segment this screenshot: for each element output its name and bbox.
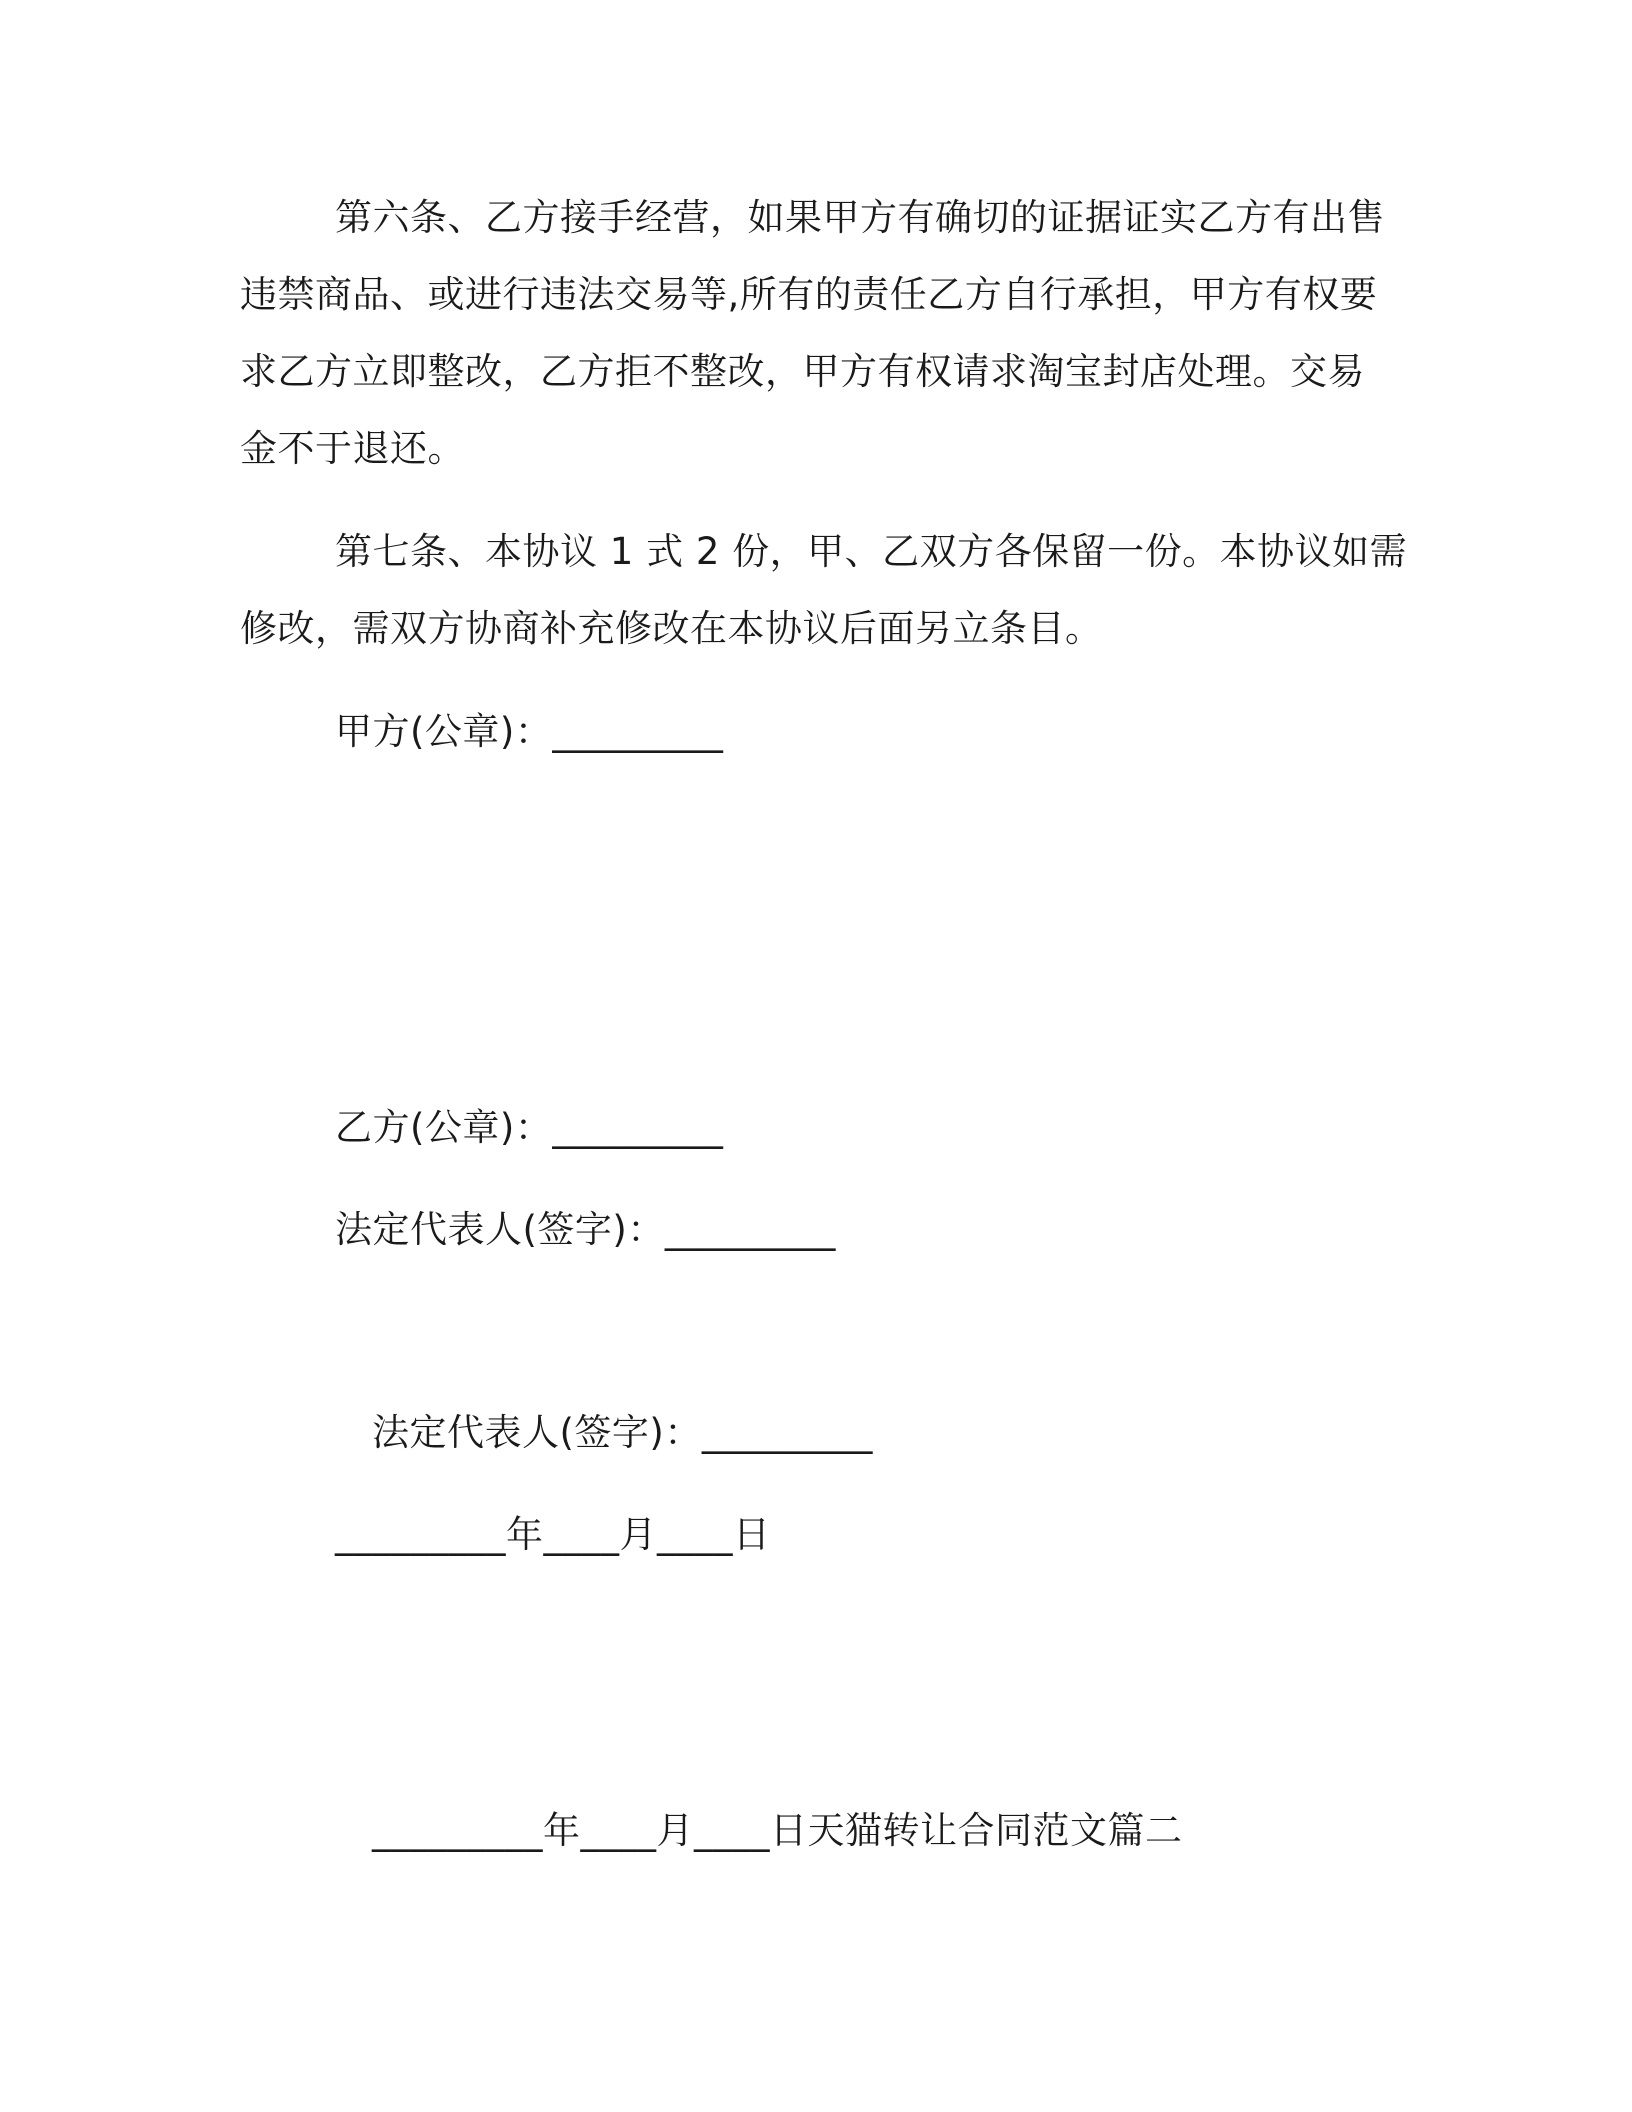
date-line: _________年____月____日 <box>335 1513 771 1556</box>
party-a-seal-line: 甲方(公章)：_________ <box>335 710 724 753</box>
legal-representative-signature-1: 法定代表人(签字)：_________ <box>335 1208 836 1251</box>
article6-line-1: 第六条、乙方接手经营，如果甲方有确切的证据证实乙方有出售 <box>335 196 1385 239</box>
article7-line-1: 第七条、本协议 1 式 2 份，甲、乙双方各保留一份。本协议如需 <box>335 530 1408 573</box>
article6-line-4: 金不于退还。 <box>240 427 465 470</box>
legal-representative-signature-2: 法定代表人(签字)：_________ <box>372 1411 873 1454</box>
article6-line-3: 求乙方立即整改，乙方拒不整改，甲方有权请求淘宝封店处理。交易 <box>240 350 1365 393</box>
section-title-date-line: _________年____月____日天猫转让合同范文篇二 <box>372 1809 1183 1852</box>
article6-line-2: 违禁商品、或进行违法交易等,所有的责任乙方自行承担，甲方有权要 <box>240 273 1378 316</box>
article7-line-2: 修改，需双方协商补充修改在本协议后面另立条目。 <box>240 607 1103 650</box>
party-b-seal-line: 乙方(公章)：_________ <box>335 1106 724 1149</box>
